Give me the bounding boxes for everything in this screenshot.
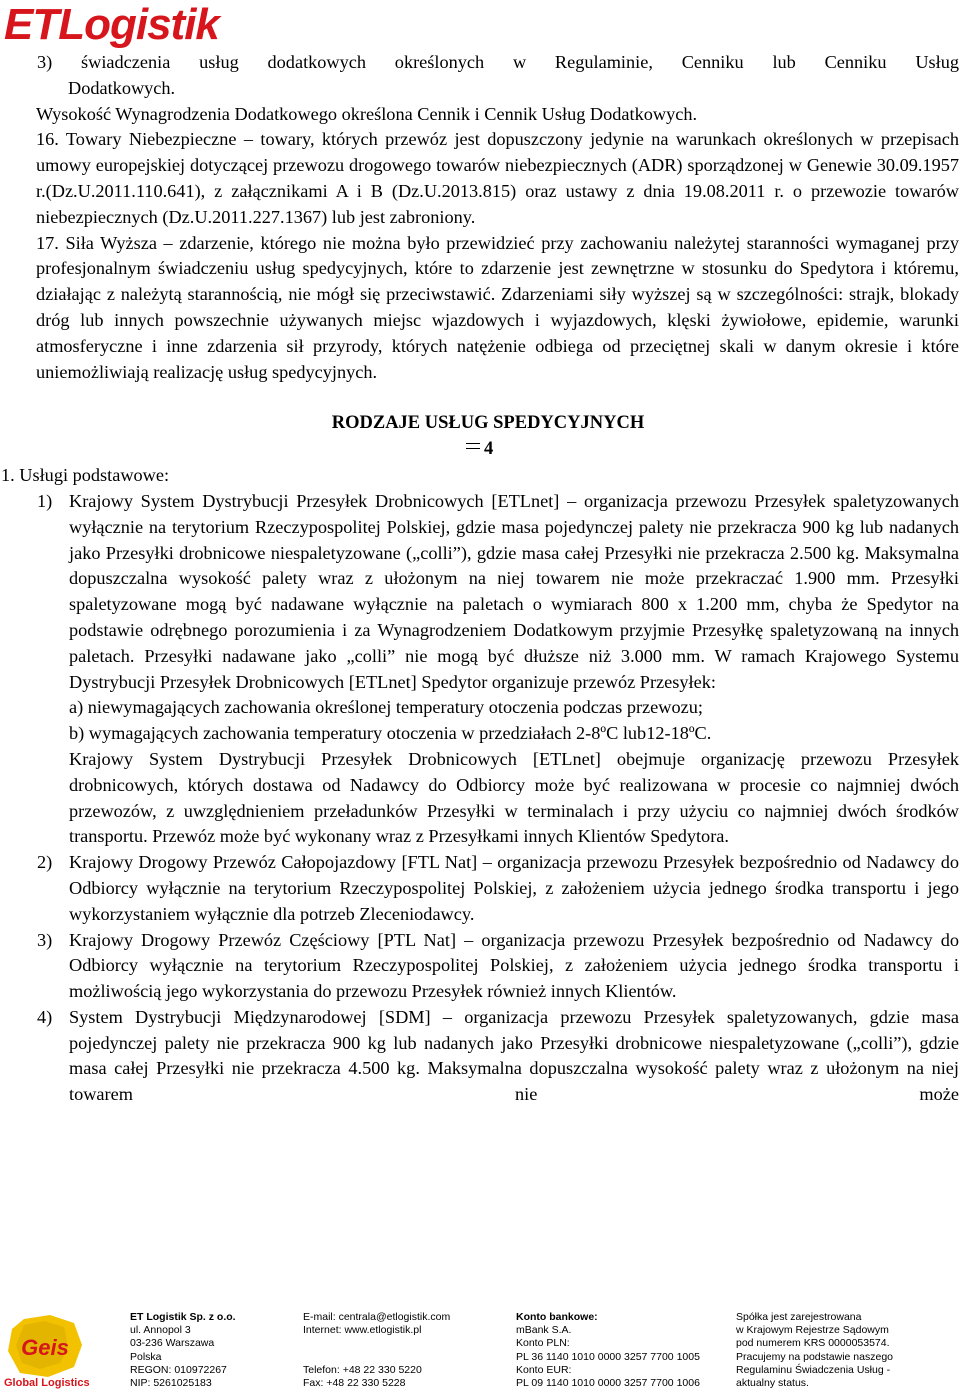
footer-registry [736,1311,893,1390]
geis-label: Global Logistics [4,1377,90,1389]
footer-internet[interactable]: Internet: www.etlogistik.pl [303,1324,422,1337]
footer-registry-line-6: aktualny status. [736,1377,809,1390]
services-intro: 1. Usługi podstawowe: [1,465,170,486]
footer-country: Polska [130,1350,162,1363]
item-3 [0,50,959,102]
service-2 [0,850,959,927]
footer-registry-line-5: Regulaminu Świadczenia Usług - [736,1363,891,1376]
service-1-option-a: a) niewymagających zachowania określonej temperatury otoczenia podczas przewozu; [69,697,703,718]
footer-registry-line-3: pod numerem KRS 0000053574. [736,1337,890,1350]
service-1 [0,489,959,850]
service-1-number: 1) [37,490,53,511]
geis-logo-icon [4,1315,86,1379]
footer-regon: REGON: 010972267 [130,1363,227,1376]
footer-registry-line-1: Spółka jest zarejestrowana [736,1311,862,1323]
item-3-line-2: Dodatkowych. [68,77,176,98]
footer-company [130,1311,236,1390]
paragraph-16 [0,127,959,230]
footer-nip: NIP: 5261025183 [130,1377,212,1390]
item-3-line-1: 3) świadczenia usług dodatkowych określonych w Regulaminie, Cenniku lub Cenniku Usług [37,52,959,72]
footer-fax: Fax: +48 22 330 5228 [303,1377,406,1390]
footer-pln-label: Konto PLN: [516,1337,570,1350]
service-2-number: 2) [37,852,53,873]
svg-text:Geis: Geis [21,1335,69,1360]
service-1-description: Krajowy System Dystrybucji Przesyłek Drobnicowych [ETLnet] obejmuje organizację przewozu Przesyłek drobnicowych, których dostawa od Nadawcy do Odbiorcy może być realizowana w procesie co najmniej dwóch przewozów, z uwzględnieniem przeładunków Przesyłki w terminalach i przy użyciu co najmniej dwóch środków transportu. Przewóz może być wykonany wraz z Przesyłkami innych Klientów Spedytora. [69,748,959,847]
service-4 [0,1005,959,1109]
footer-street: ul. Annopol 3 [130,1324,191,1337]
footer-registry-line-2: w Krajowym Rejestrze Sądowym [736,1324,889,1337]
footer-city: 03-236 Warszawa [130,1337,215,1350]
footer-company-name: ET Logistik Sp. z o.o. [130,1311,236,1323]
etlogistik-logo: ETLogistik [4,0,219,49]
footer-phone: Telefon: +48 22 330 5220 [303,1363,422,1376]
footer-email[interactable]: E-mail: centrala@etlogistik.com [303,1311,451,1323]
footer-bank [516,1311,700,1390]
service-1-text: Krajowy System Dystrybucji Przesyłek Drobnicowych [ETLnet] – organizacja przewozu Przesyłek spaletyzowanych wyłącznie na terytorium Rzeczypospolitej Polskiej, gdzie masa pojedynczej palety nie przekracza 900 kg lub nadanych jako Przesyłki drobnicowe niespaletyzowane („colli”), gdzie masa całej Przesyłki nie przekracza 2.500 kg. Maksymalna dopuszczalna wysokość palety wraz z ułożonym na niej towarem nie może przekraczać 1.900 mm. Przesyłki spaletyzowane mogą być nadawane wyłącznie na paletach o wymiarach 800 x 1.200 mm, chyba że Spedytor na podstawie odrębnego porozumienia i za Wynagrodzeniem Dodatkowym przyjmie Przesyłkę spaletyzowaną na innych paletach. Przesyłki nadawane jako „colli” nie mogą być dłuższe niż 3.000 mm. W ramach Krajowego Systemu Dystrybucji Przesyłek Drobnicowych [ETLnet] Spedytor organizuje przewóz Przesyłek: [69,490,959,692]
service-4-number: 4) [37,1006,53,1027]
footer-eur-label: Konto EUR: [516,1363,572,1376]
footer-contact [303,1311,450,1390]
service-2-text: Krajowy Drogowy Przewóz Całopojazdowy [FTL Nat] – organizacja przewozu Przesyłek bezpośrednio od Nadawcy do Odbiorcy wyłącznie na terytorium Rzeczypospolitej Polskiej, z założeniem użycia jednego środka transportu i jego wykorzystaniem wyłącznie dla potrzeb Zleceniodawcy. [69,852,959,924]
footer-registry-line-4: Pracujemy na podstawie naszego [736,1350,894,1363]
footer [0,1307,960,1393]
section-symbol-line-bottom [466,448,480,449]
footer-bank-name: mBank S.A. [516,1324,572,1337]
section-number: 4 [484,439,494,460]
paragraph-16-text: 16. Towary Niebezpieczne – towary, których przewóz jest dopuszczony jedynie na warunkach określonych w przepisach umowy europejskiej dotyczącej przewozu drogowego towarów niebezpiecznych (ADR) sporządzonej w Genewie 30.09.1957 r.(Dz.U.2011.110.641), z załącznikami A i B (Dz.U.2013.815) oraz ustawy z dnia 19.08.2011 r. o przewozie towarów niebezpiecznych (Dz.U.2011.227.1367) lub jest zabroniony. [36,129,959,227]
footer-eur-account: PL 09 1140 1010 0000 3257 7700 1006 [516,1377,700,1390]
wynagrodzenie-line: Wysokość Wynagrodzenia Dodatkowego określona Cennik i Cennik Usług Dodatkowych. [36,103,698,124]
paragraph-17-text: 17. Siła Wyższa – zdarzenie, którego nie można było przewidzieć przy zachowaniu należytej staranności wymaganej przy profesjonalnym świadczeniu usług spedycyjnych, które to zdarzenie jest zewnętrzne w stosunku do Spedytora i któremu, działając z należytą starannością, nie mógł się przeciwstawić. Zdarzeniami siły wyższej są w szczególności: strajk, blokady dróg lub innych powszechnie używanych miejsc wjazdowych i wyjazdowych, klęski żywiołowe, epidemie, warunki atmosferyczne i inne zdarzenia sił przyrody, których natężenie odbiega od przeciętnej skali w danym okresie i które uniemożliwiają realizację usług spedycyjnych. [36,232,959,382]
paragraph-17 [0,231,959,386]
section-number-row [0,437,960,463]
service-3-number: 3) [37,929,53,950]
section-heading: RODZAJE USŁUG SPEDYCYJNYCH [331,413,645,434]
service-3-text: Krajowy Drogowy Przewóz Częściowy [PTL Nat] – organizacja przewozu Przesyłek bezpośrednio od Nadawcy do Odbiorcy wyłącznie na terytorium Rzeczypospolitej Polskiej, z założeniem użycia jednego środka transportu i możliwością jego wykorzystania do przewozu Przesyłek również innych Klientów. [69,929,959,1002]
footer-bank-title: Konto bankowe: [516,1311,598,1323]
service-3 [0,928,959,1005]
service-1-option-b: b) wymagających zachowania temperatury otoczenia w przedziałach 2-8ºC lub12-18ºC. [69,723,712,744]
section-symbol-line-top [466,443,480,444]
service-4-text: System Dystrybucji Międzynarodowej [SDM] – organizacja przewozu Przesyłek spaletyzowanych, gdzie masa pojedynczej palety nie przekracza 900 kg lub nadanych jako Przesyłki drobnicowe niespaletyzowane („colli”), gdzie masa całej Przesyłki nie przekracza 4.500 kg. Maksymalna dopuszczalna wysokość palety wraz z ułożonym na niej towarem nie może [69,1006,959,1105]
footer-pln-account: PL 36 1140 1010 0000 3257 7700 1005 [516,1350,700,1363]
document-body [0,50,960,1109]
